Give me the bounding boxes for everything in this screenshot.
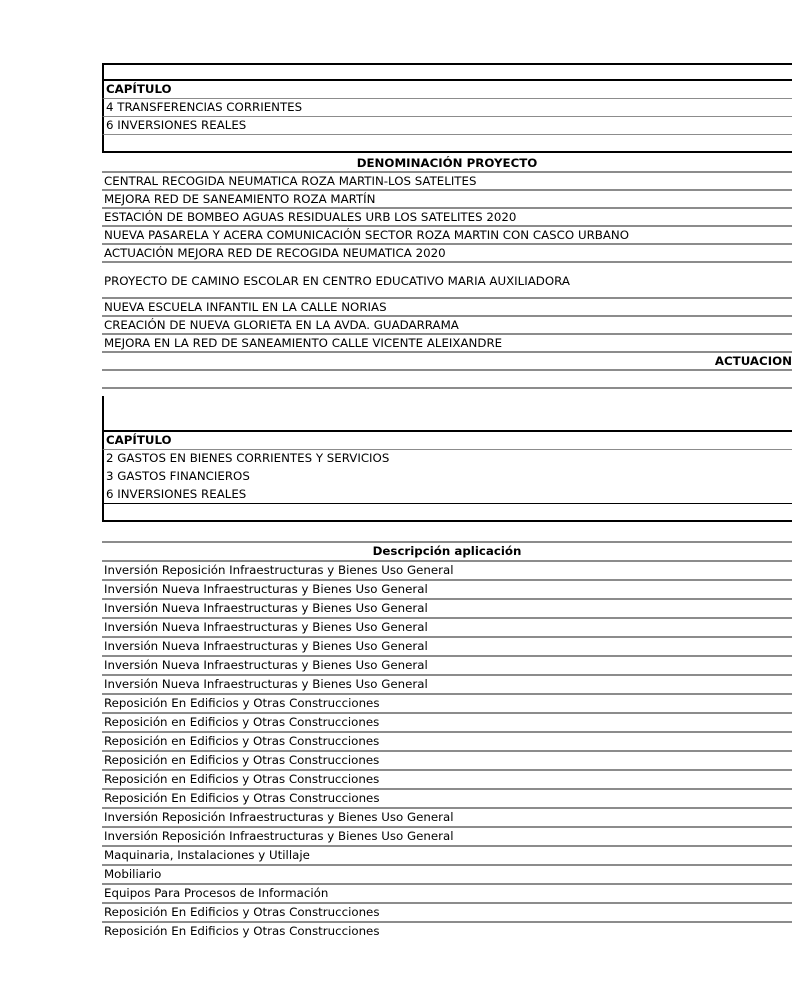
application-row: Inversión Nueva Infraestructuras y Bienes Uso General: [102, 619, 792, 638]
application-row: Inversión Nueva Infraestructuras y Bienes Uso General: [102, 657, 792, 676]
application-row: Reposición En Edificios y Otras Construcciones: [102, 695, 792, 714]
application-row: Equipos Para Procesos de Información: [102, 885, 792, 904]
projects-table: [102, 155, 792, 389]
application-row: Reposición En Edificios y Otras Construcciones: [102, 904, 792, 923]
chapter-block-2-spacer: [102, 396, 792, 414]
application-row: Reposición en Edificios y Otras Construcciones: [102, 771, 792, 790]
chapter-header-2: CAPÍTULO: [102, 432, 792, 450]
project-row: MEJORA RED DE SANEAMIENTO ROZA MARTÍN: [102, 191, 792, 209]
chapter-row: 6 INVERSIONES REALES: [102, 486, 792, 504]
application-row: Inversión Nueva Infraestructuras y Bienes Uso General: [102, 638, 792, 657]
project-row: CENTRAL RECOGIDA NEUMATICA ROZA MARTIN-LOS SATELITES: [102, 173, 792, 191]
chapter-header-1: CAPÍTULO: [102, 81, 792, 99]
application-row: Reposición en Edificios y Otras Construcciones: [102, 714, 792, 733]
projects-header: DENOMINACIÓN PROYECTO: [102, 155, 792, 173]
chapter-block-1-top-bar: [102, 63, 792, 81]
chapter-row: 6 INVERSIONES REALES: [102, 117, 792, 135]
project-row: NUEVA PASARELA Y ACERA COMUNICACIÓN SECTOR ROZA MARTIN CON CASCO URBANO: [102, 227, 792, 245]
chapter-block-2-top-bar: [102, 414, 792, 432]
chapter-block-2-blank: [102, 504, 792, 522]
application-row: Reposición en Edificios y Otras Construcciones: [102, 733, 792, 752]
chapter-block-2: [102, 396, 792, 522]
application-row: Reposición en Edificios y Otras Construcciones: [102, 752, 792, 771]
application-row: Inversión Reposición Infraestructuras y Bienes Uso General: [102, 828, 792, 847]
application-row: Reposición En Edificios y Otras Construcciones: [104, 924, 380, 938]
applications-header: Descripción aplicación: [102, 543, 792, 562]
application-row: Mobiliario: [102, 866, 792, 885]
project-row: NUEVA ESCUELA INFANTIL EN LA CALLE NORIAS: [102, 299, 792, 317]
project-row: ESTACIÓN DE BOMBEO AGUAS RESIDUALES URB LOS SATELITES 2020: [102, 209, 792, 227]
project-row: ACTUACIÓN MEJORA RED DE RECOGIDA NEUMATICA 2020: [102, 245, 792, 263]
applications-table: [102, 541, 792, 942]
projects-total-label: ACTUACION: [102, 353, 792, 371]
application-row: Inversión Reposición Infraestructuras y Bienes Uso General: [102, 562, 792, 581]
chapter-row: 4 TRANSFERENCIAS CORRIENTES: [102, 99, 792, 117]
chapter-row: 2 GASTOS EN BIENES CORRIENTES Y SERVICIOS: [102, 450, 792, 468]
chapter-row: 3 GASTOS FINANCIEROS: [102, 468, 792, 486]
application-row: Inversión Nueva Infraestructuras y Bienes Uso General: [102, 581, 792, 600]
project-row: CREACIÓN DE NUEVA GLORIETA EN LA AVDA. GUADARRAMA: [102, 317, 792, 335]
application-row: Inversión Reposición Infraestructuras y Bienes Uso General: [102, 809, 792, 828]
application-row: Reposición En Edificios y Otras Construcciones: [102, 790, 792, 809]
application-row: Inversión Nueva Infraestructuras y Bienes Uso General: [102, 600, 792, 619]
projects-blank-row: [102, 371, 792, 389]
project-row: MEJORA EN LA RED DE SANEAMIENTO CALLE VICENTE ALEIXANDRE: [102, 335, 792, 353]
chapter-block-1: [102, 63, 792, 153]
chapter-block-1-blank: [102, 135, 792, 153]
application-row: Maquinaria, Instalaciones y Utillaje: [102, 847, 792, 866]
application-row: Inversión Nueva Infraestructuras y Bienes Uso General: [102, 676, 792, 695]
project-row: PROYECTO DE CAMINO ESCOLAR EN CENTRO EDUCATIVO MARIA AUXILIADORA: [102, 263, 792, 299]
